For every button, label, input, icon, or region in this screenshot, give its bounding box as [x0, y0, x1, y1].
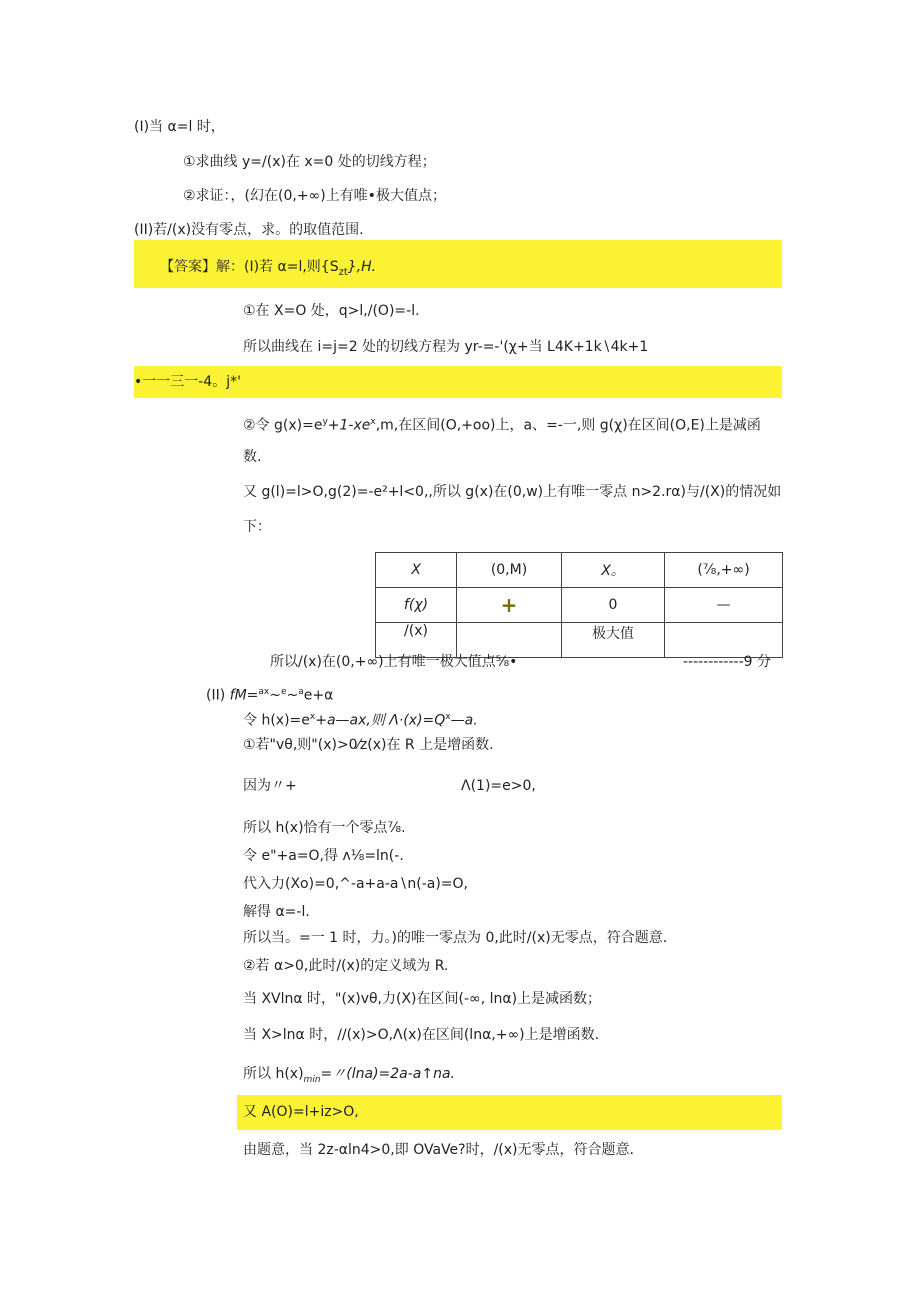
part2-b-rest: +a—ax,则 Λ·(x)=Q	[315, 712, 446, 729]
table-cell: f(χ)	[376, 588, 457, 623]
part2-one-zero: 所以 h(x)恰有一个零点⅞.	[243, 820, 406, 836]
step-3-equation: •一一三一-4。j*'	[134, 374, 241, 390]
table-cell: —	[665, 588, 783, 623]
question-part-1: (I)当 α=l 时，	[134, 119, 225, 135]
part2-expr: fM=	[229, 687, 259, 704]
table-cell: /(x)	[376, 623, 457, 658]
part2-mid: ~	[269, 687, 281, 704]
part2-solve: 解得 α=-l.	[243, 904, 310, 920]
part2-so-case1: 所以当。=一 1 时，力。)的唯一零点为 0,此时/(x)无零点，符合题意.	[243, 930, 668, 946]
part2-h0: 又 A(O)=l+iz>O,	[243, 1104, 359, 1120]
step-6: 又 g(l)=l>O,g(2)=-e²+l<0,,所以 g(x)在(0,w)上有唯一零点 n>2.rα)与/(X)的情况如	[243, 484, 782, 500]
part2-increasing: 当 X>lnα 时，//(x)>O,Λ(x)在区间(lnα,+∞)上是增函数.	[243, 1027, 600, 1043]
part2-case1: ①若"vθ,则"(x)>0⁄z(x)在 R 上是增函数.	[243, 737, 494, 753]
table-cell: 0	[562, 588, 665, 623]
sign-table	[375, 552, 783, 658]
step-1: ①在 X=O 处，q>l,/(O)=-l.	[243, 303, 420, 319]
part2-because-right: Λ(1)=e>0,	[461, 778, 536, 794]
answer-header-end: },H.	[347, 259, 377, 275]
question-part-1b: ②求证：，(幻在(0,+∞)上有唯•极大值点；	[183, 188, 446, 204]
answer-label: 【答案】	[160, 259, 216, 275]
table-row	[376, 588, 783, 623]
answer-header	[160, 257, 376, 283]
table-cell: 极大值	[562, 623, 665, 658]
step-4-sup2: x	[370, 417, 376, 427]
step-7: 下：	[243, 519, 271, 535]
part2-b-sup2: x	[445, 712, 451, 722]
step-4	[243, 412, 761, 436]
table-cell: +	[457, 588, 562, 623]
question-part-1a: ①求曲线 y=/(x)在 x=0 处的切线方程；	[183, 154, 436, 170]
step-4-end: ,m,在区间(O,+oo)上，a、=-一,则 g(χ)在区间(O,E)上是减函	[375, 417, 761, 434]
part2-minimum	[243, 1064, 455, 1090]
table-cell: (⅞,+∞)	[665, 553, 783, 588]
step-8-conclusion: 所以/(x)在(0,+∞)上有唯一极大值点⅝•	[270, 654, 518, 670]
part2-case2: ②若 α>0,此时/(x)的定义域为 R.	[243, 958, 449, 974]
part2-b-text: 令 h(x)=e	[243, 712, 310, 729]
step-2-tangent: 所以曲线在 i=j=2 处的切线方程为 yr-=-'(χ+当 L4K+1k∖4k+1	[243, 339, 649, 355]
part2-because-left: 因为〃+	[243, 778, 297, 794]
answer-header-sub: zt	[338, 266, 348, 278]
part2-sup: ax	[258, 687, 270, 697]
part2-min-sub: min	[303, 1074, 321, 1085]
part2-b-end: —a.	[450, 712, 478, 729]
step-4-sup: y	[322, 417, 328, 427]
answer-header-text: 解：(I)若 α=l,则{S	[216, 259, 339, 275]
part2-decreasing: 当 XVlnα 时，"(x)vθ,力(X)在区间(-∞, lnα)上是减函数；	[243, 991, 602, 1007]
step-5: 数.	[243, 449, 262, 465]
table-cell: X	[376, 553, 457, 588]
part2-substitute: 代入力(Xo)=0,^-a+a-a∖n(-a)=O,	[243, 876, 469, 892]
part2-sup3: a	[298, 687, 304, 697]
step-4-text: ②令 g(x)=e	[243, 417, 323, 434]
part2-sup2: e	[280, 687, 287, 697]
table-cell: (0,M)	[457, 553, 562, 588]
part2-end: e+α	[303, 687, 334, 704]
part2-min-end: =〃(lna)=2a-a↑na.	[320, 1066, 456, 1082]
part2-b-sup: x	[309, 712, 316, 722]
part2-min-text: 所以 h(x)	[243, 1066, 304, 1082]
part2-heading	[206, 682, 333, 706]
part2-label: (II)	[206, 687, 226, 704]
question-part-2: (II)若/(x)没有零点，求。的取值范围.	[134, 222, 364, 238]
table-row	[376, 553, 783, 588]
score-marker: ------------9 分	[683, 654, 771, 670]
part2-mid2: ~	[286, 687, 299, 704]
step-4-text2: +1-xe	[327, 417, 371, 434]
part2-let: 令 e"+a=O,得 ʌ⅛=ln(-.	[243, 848, 404, 864]
table-cell: X。	[562, 553, 665, 588]
part2-conclusion: 由题意，当 2z-αln4>0,即 OVaVe?时，/(x)无零点，符合题意.	[243, 1142, 634, 1158]
part2-define-h	[243, 707, 478, 731]
